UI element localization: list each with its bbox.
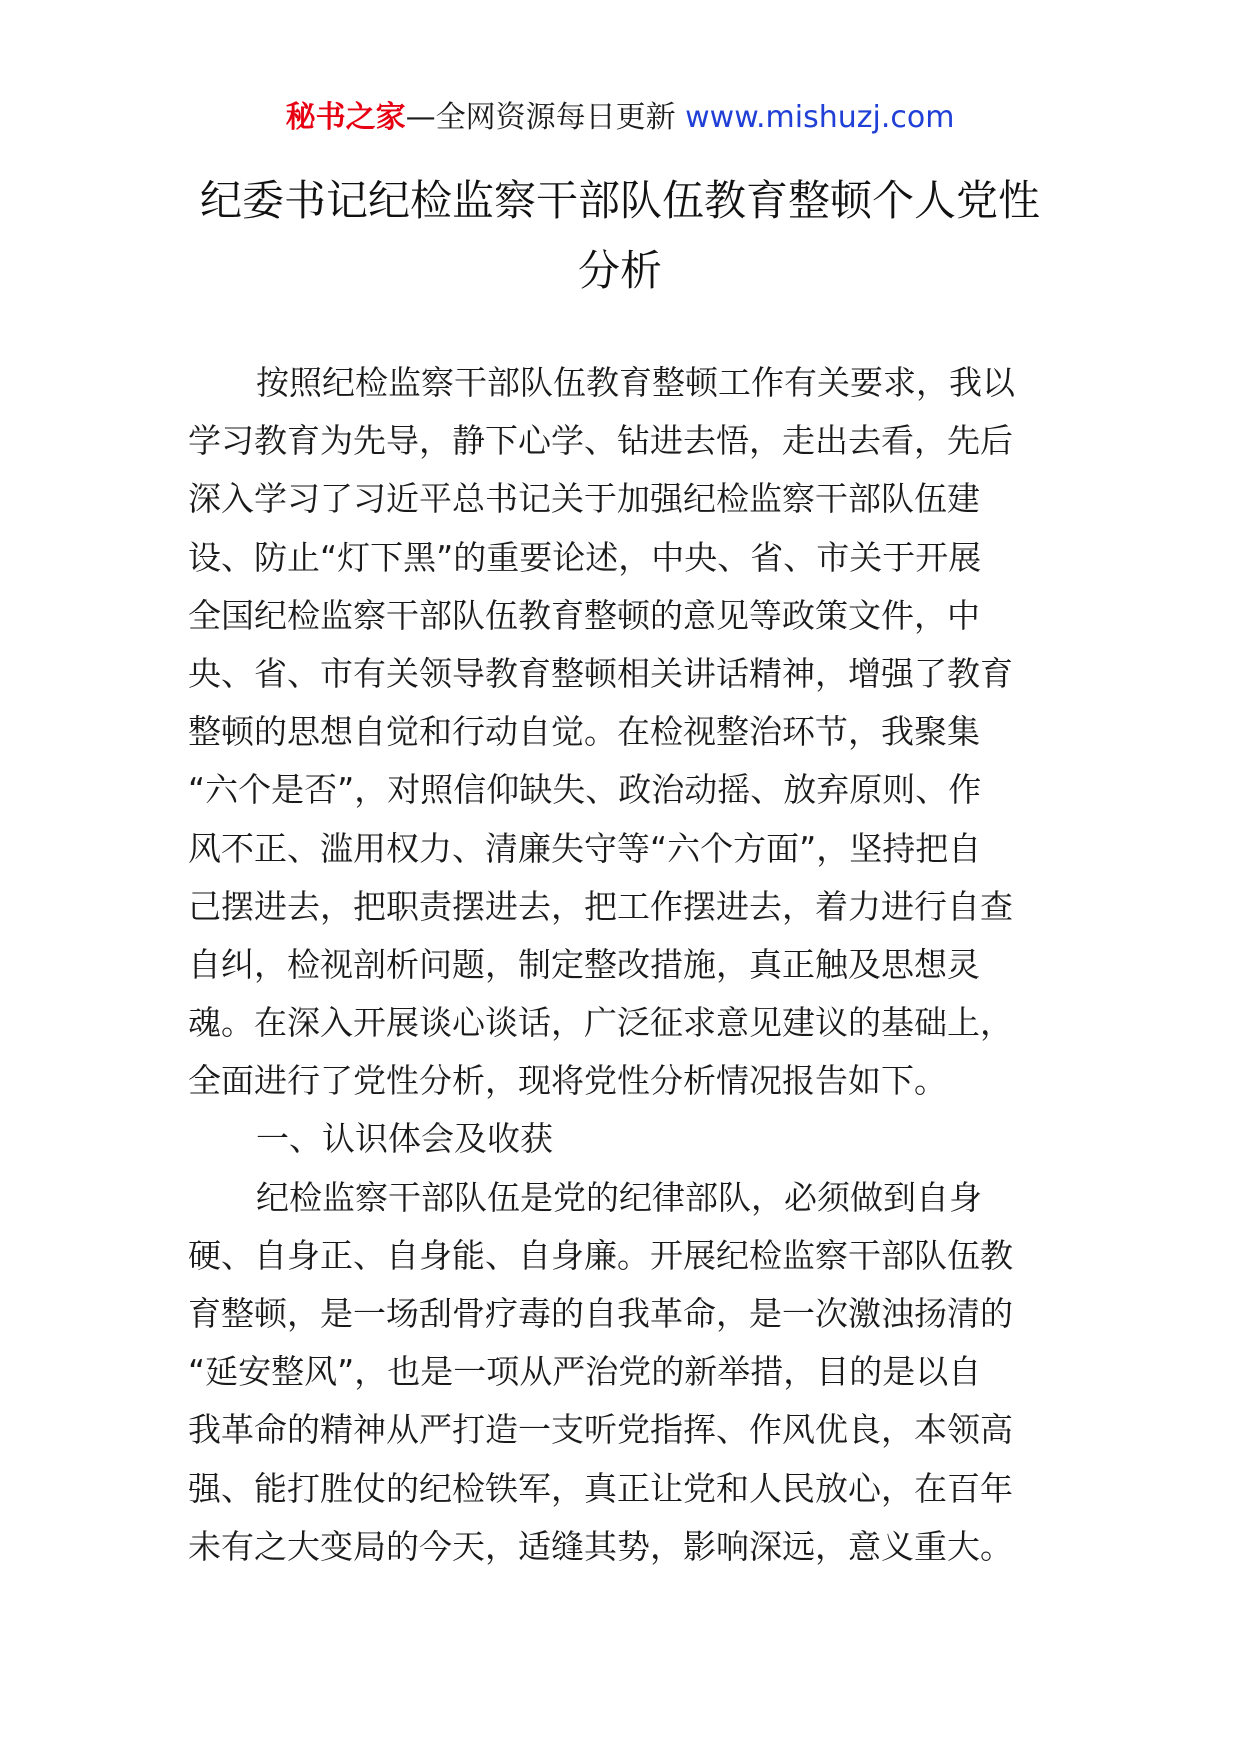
header-tagline: —全网资源每日更新 (405, 100, 676, 135)
site-url-link[interactable]: www.mishuzj.com (685, 100, 955, 135)
paragraph-line: 设、防止“灯下黑”的重要论述，中央、省、市关于开展 (188, 537, 982, 577)
paragraph-line: 纪检监察干部队伍是党的纪律部队，必须做到自身 (256, 1177, 982, 1217)
paragraph-line: “六个是否”，对照信仰缺失、政治动摇、放弃原则、作 (188, 770, 982, 810)
header-banner (0, 98, 1240, 138)
paragraph-line: 硬、自身正、自身能、自身廉。开展纪检监察干部队伍教 (188, 1235, 1013, 1275)
paragraph-line: 己摆进去，把职责摆进去，把工作摆进去，着力进行自查 (188, 886, 1013, 926)
title-line: 分析 (577, 246, 662, 295)
paragraph-line: 央、省、市有关领导教育整顿相关讲话精神，增强了教育 (188, 653, 1013, 693)
title-line: 纪委书记纪检监察干部队伍教育整顿个人党性 (199, 176, 1040, 225)
paragraph-line: 强、能打胜仗的纪检铁军，真正让党和人民放心，在百年 (188, 1468, 1013, 1508)
paragraph-line: 未有之大变局的今天，适缝其势，影响深远，意义重大。 (188, 1526, 1013, 1566)
paragraph-line: 自纠，检视剖析问题，制定整改措施，真正触及思想灵 (188, 944, 980, 984)
paragraph-line: “延安整风”，也是一项从严治党的新举措，目的是以自 (188, 1352, 982, 1392)
document-title (180, 166, 1060, 306)
paragraph-line: 深入学习了习近平总书记关于加强纪检监察干部队伍建 (188, 479, 980, 519)
brand-name: 秘书之家 (285, 100, 406, 135)
document-body (188, 354, 1036, 1576)
paragraph-line: 全面进行了党性分析，现将党性分析情况报告如下。 (188, 1061, 947, 1101)
paragraph-line: 按照纪检监察干部队伍教育整顿工作有关要求，我以 (256, 363, 1015, 402)
section-heading: 一、认识体会及收获 (256, 1119, 553, 1159)
paragraph-line: 魂。在深入开展谈心谈话，广泛征求意见建议的基础上， (188, 1003, 1013, 1043)
paragraph-line: 育整顿，是一场刮骨疗毒的自我革命，是一次激浊扬清的 (188, 1294, 1013, 1333)
paragraph-line: 我革命的精神从严打造一支听党指挥、作风优良，本领高 (188, 1410, 1013, 1450)
paragraph-line: 全国纪检监察干部队伍教育整顿的意见等政策文件，中 (188, 595, 980, 635)
paragraph-line: 学习教育为先导，静下心学、钻进去悟，走出去看，先后 (188, 421, 1013, 461)
paragraph-line: 整顿的思想自觉和行动自觉。在检视整治环节，我聚集 (188, 712, 980, 752)
paragraph-line: 风不正、滥用权力、清廉失守等“六个方面”，坚持把自 (188, 828, 982, 868)
